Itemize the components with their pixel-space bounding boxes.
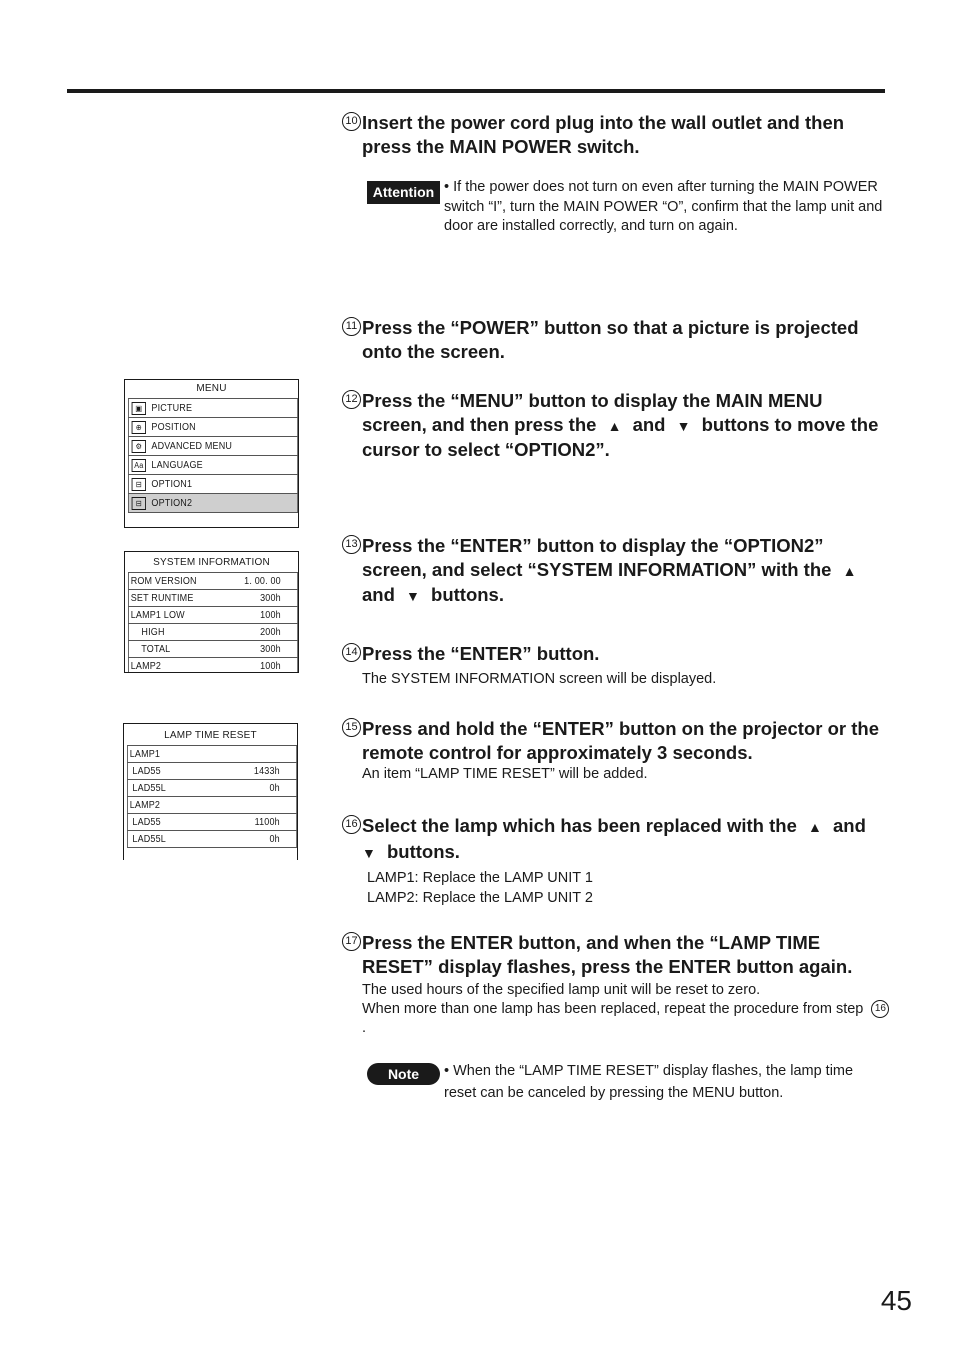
- step-body: [362, 981, 892, 1038]
- step-title-part: Press the “ENTER” button to display the “OPTION2” screen, and select “SYSTEM INFORMATION” with the: [362, 535, 832, 580]
- up-arrow-icon: ▲: [607, 417, 622, 434]
- menu-screen-title: MENU: [196, 383, 227, 394]
- lampreset-row: [127, 830, 297, 848]
- step-body-text: .: [362, 1020, 367, 1036]
- attention-text: • If the power does not turn on even after turning the MAIN POWER switch “I”, turn the MAIN POWER “O”, confirm that the lamp unit and door are installed correctly, and turn on again.: [444, 179, 883, 234]
- menu-item-label: LANGUAGE: [151, 459, 203, 471]
- step-title-part: buttons to move the cursor to select “OPTION2”.: [362, 413, 879, 460]
- sysinfo-label: ROM VERSION: [130, 575, 197, 587]
- sysinfo-value: 200h: [260, 626, 281, 638]
- lampreset-row: [127, 813, 297, 831]
- menu-item-label: ADVANCED MENU: [151, 440, 233, 452]
- lampreset-value: 0h: [269, 833, 280, 845]
- sysinfo-label: TOTAL: [130, 643, 171, 655]
- sysinfo-value: 300h: [260, 592, 281, 604]
- lamp-time-reset-screen: [123, 723, 298, 860]
- down-arrow-icon: ▼: [362, 844, 376, 861]
- lampreset-label: LAMP1: [129, 748, 161, 760]
- sysinfo-row: [128, 623, 298, 641]
- attention-badge: Attention: [367, 181, 440, 204]
- step-body-line: [362, 1000, 892, 1038]
- step-number: 16: [342, 815, 361, 834]
- step-number: 11: [342, 317, 361, 336]
- sysinfo-row: [128, 572, 298, 590]
- step-number: 10: [342, 112, 361, 131]
- note-badge: Note: [367, 1063, 440, 1085]
- step-title: Press the “POWER” button so that a picture is projected onto the screen.: [362, 317, 859, 362]
- step-body-line: The used hours of the specified lamp unit will be reset to zero.: [362, 982, 761, 998]
- step-15: [342, 717, 892, 784]
- step-title-part: Select the lamp which has been replaced with the: [362, 815, 797, 836]
- sysinfo-label: HIGH: [130, 626, 165, 638]
- step-title: [362, 389, 892, 462]
- sysinfo-value: 300h: [260, 643, 281, 655]
- sysinfo-value: 100h: [260, 609, 281, 621]
- lampreset-label: LAD55: [129, 816, 161, 828]
- sysinfo-label: LAMP1 LOW: [130, 609, 185, 621]
- step-body-line: LAMP1: Replace the LAMP UNIT 1: [367, 870, 593, 886]
- menu-item-picture: [128, 398, 298, 418]
- sysinfo-value: 100h: [260, 660, 281, 672]
- up-arrow-icon: ▲: [842, 562, 857, 579]
- lampreset-label: LAD55: [129, 765, 161, 777]
- lampreset-label: LAD55L: [129, 833, 166, 845]
- page-number: 45: [880, 1285, 912, 1316]
- sysinfo-row: [128, 657, 298, 673]
- lampreset-screen-title: LAMP TIME RESET: [164, 730, 257, 741]
- menu-item-label: PICTURE: [151, 402, 193, 414]
- down-arrow-icon: ▼: [406, 588, 420, 604]
- step-body: An item “LAMP TIME RESET” will be added.: [362, 766, 648, 782]
- step-11: [342, 316, 892, 363]
- step-title-part: and: [833, 815, 866, 836]
- lampreset-row: [127, 745, 297, 763]
- menu-item-option2: [128, 493, 298, 513]
- menu-item-label: POSITION: [151, 421, 196, 433]
- sysinfo-row: [128, 606, 298, 624]
- step-title-part: and: [632, 413, 666, 435]
- step-10: [342, 111, 892, 158]
- step-title-part: and: [362, 584, 395, 605]
- step-reference: 16: [871, 1000, 889, 1018]
- step-number: 12: [342, 390, 361, 409]
- lampreset-row: [127, 796, 297, 814]
- lampreset-row: [127, 762, 297, 780]
- up-arrow-icon: ▲: [808, 819, 822, 835]
- step-number: 17: [342, 932, 361, 951]
- lampreset-value: 0h: [269, 782, 280, 794]
- lampreset-label: LAMP2: [129, 799, 161, 811]
- lampreset-row: [127, 779, 297, 797]
- menu-item-position: [128, 417, 298, 437]
- advanced-menu-icon: ⚙: [132, 440, 146, 453]
- menu-screen: [124, 379, 299, 528]
- step-body-text: When more than one lamp has been replaced, repeat the procedure from step: [362, 1001, 864, 1017]
- note-text: • When the “LAMP TIME RESET” display flashes, the lamp time reset can be canceled by pressing the MENU button.: [444, 1063, 854, 1101]
- picture-icon: ▣: [132, 402, 146, 415]
- step-title-part: buttons.: [431, 584, 504, 605]
- sysinfo-row: [128, 640, 298, 658]
- step-14: [342, 642, 892, 689]
- step-12: [342, 389, 892, 462]
- step-number: 14: [342, 643, 361, 662]
- lampreset-label: LAD55L: [129, 782, 166, 794]
- step-body: The SYSTEM INFORMATION screen will be displayed.: [362, 670, 717, 687]
- lampreset-value: 1433h: [253, 765, 280, 777]
- step-13: [342, 534, 892, 609]
- step-title: [362, 534, 892, 609]
- position-icon: ⊕: [132, 421, 146, 434]
- menu-item-language: [128, 455, 298, 475]
- sysinfo-row: [128, 589, 298, 607]
- step-body-line: LAMP2: Replace the LAMP UNIT 2: [367, 890, 593, 906]
- step-16: [342, 814, 892, 908]
- lampreset-value: 1100h: [254, 816, 280, 828]
- menu-item-option1: [128, 474, 298, 494]
- step-title: Press the ENTER button, and when the “LAMP TIME RESET” display flashes, press the ENTER button again.: [362, 932, 853, 977]
- step-title: Press and hold the “ENTER” button on the projector or the remote control for approximately 3 seconds.: [362, 718, 879, 763]
- step-title-part: Press the “MENU” button to display the MAIN MENU screen, and then press the: [362, 390, 823, 435]
- step-title: [362, 814, 892, 865]
- down-arrow-icon: ▼: [676, 417, 691, 434]
- sysinfo-label: LAMP2: [130, 660, 162, 672]
- step-number: 13: [342, 535, 361, 554]
- step-number: 15: [342, 718, 361, 737]
- option2-icon: ⊟: [132, 497, 146, 510]
- system-information-screen: [124, 551, 299, 673]
- step-title: Press the “ENTER” button.: [362, 643, 600, 664]
- option1-icon: ⊟: [132, 478, 146, 491]
- top-rule: [67, 89, 885, 93]
- sysinfo-screen-title: SYSTEM INFORMATION: [153, 557, 270, 568]
- menu-item-label: OPTION1: [151, 478, 193, 490]
- step-17: [342, 931, 892, 1038]
- sysinfo-value: 1. 00. 00: [244, 575, 281, 587]
- menu-item-advanced-menu: [128, 436, 298, 456]
- sysinfo-label: SET RUNTIME: [130, 592, 194, 604]
- language-icon: Aa: [132, 459, 146, 472]
- menu-item-label: OPTION2: [151, 497, 193, 509]
- step-body: [367, 868, 892, 908]
- step-title-part: buttons.: [387, 840, 460, 862]
- step-title: Insert the power cord plug into the wall outlet and then press the MAIN POWER switch.: [362, 112, 845, 157]
